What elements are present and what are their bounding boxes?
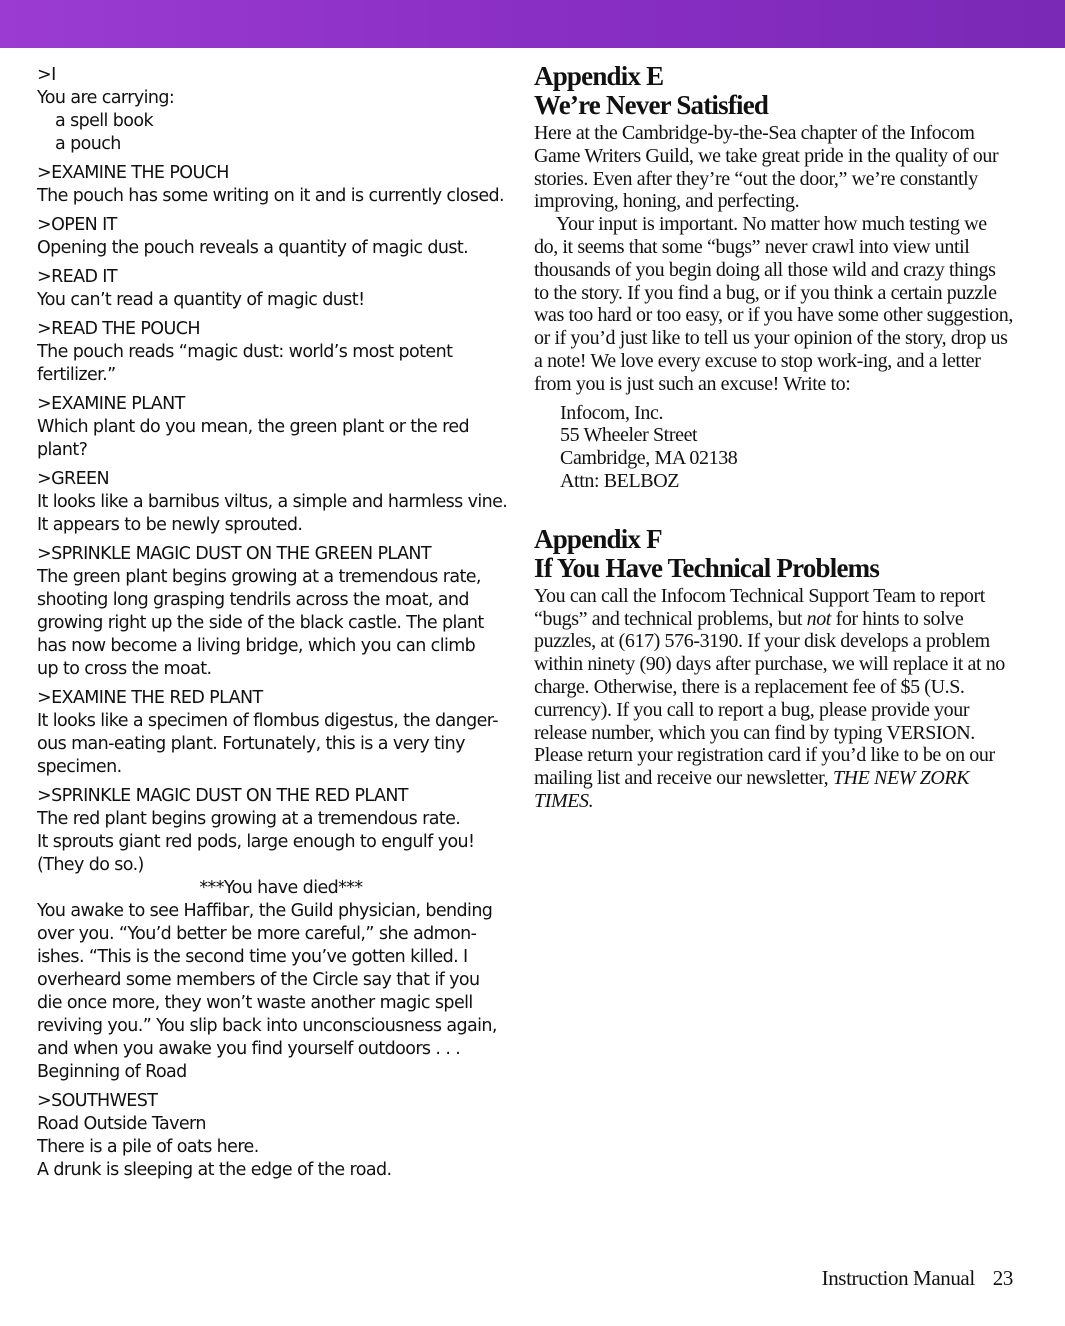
appendix-f-emphasis: not (806, 607, 831, 630)
game-response: The red plant begins growing at a tremendous rate. (37, 809, 461, 829)
game-transcript (37, 64, 515, 1182)
game-command: >EXAMINE THE RED PLANT (37, 688, 263, 708)
game-response: specimen. (37, 757, 122, 777)
appendix-f-text-a: You can call the Infocom Technical Support Team to report “bugs” and technical problems, but (534, 584, 985, 630)
game-command: >OPEN IT (37, 215, 117, 235)
game-response: The green plant begins growing at a tremendous rate, (37, 567, 481, 587)
game-response: plant? (37, 440, 88, 460)
game-command: >SPRINKLE MAGIC DUST ON THE RED PLANT (37, 786, 408, 806)
game-response: overheard some members of the Circle say that if you (37, 970, 480, 990)
appendix-f-section (534, 525, 1014, 813)
game-command: >I (37, 65, 56, 85)
game-response: It looks like a specimen of flombus digestus, the danger- (37, 711, 498, 731)
appendix-e-paragraph-1: Here at the Cambridge-by-the-Sea chapter of the Infocom Game Writers Guild, we take great pride in the quality of our stories. Even after they’re “out the door,” we’re constantly improving, honing, and perfecting. (534, 122, 999, 213)
appendix-f-heading (534, 525, 1014, 583)
game-response: It looks like a barnibus viltus, a simple and harmless vine. (37, 492, 508, 512)
address-line: Cambridge, MA 02138 (560, 447, 738, 470)
game-response: It appears to be newly sprouted. (37, 515, 303, 535)
appendix-f-text-b: for hints to solve puzzles, at (617) 576-3190. If your disk develops a problem within ninety (90) days after purchase, we will replace it at no charge. Otherwise, there is a replacement fee of $5 (U.S. currency). If you call to report a bug, please provide your release number, which you can find by typing VERSION. Please return your registration card if you’d like to be on our mailing list and receive our newsletter, (534, 607, 1005, 790)
game-response: There is a pile of oats here. (37, 1137, 259, 1157)
game-response: The pouch reads “magic dust: world’s most potent (37, 342, 453, 362)
game-response: ous man-eating plant. Fortunately, this is a very tiny (37, 734, 465, 754)
game-response: You can’t read a quantity of magic dust! (37, 290, 365, 310)
game-command: >GREEN (37, 469, 109, 489)
appendix-f-title: Appendix F (534, 523, 662, 554)
game-response: up to cross the moat. (37, 659, 212, 679)
death-message: ***You have died*** (199, 878, 363, 898)
appendix-f-paragraph (534, 585, 1014, 813)
game-response: (They do so.) (37, 855, 144, 875)
game-response: You are carrying: (37, 88, 175, 108)
newsletter-title: THE NEW ZORK TIMES. (534, 767, 970, 812)
appendix-e-subtitle: We’re Never Satisfied (534, 90, 769, 120)
mailing-address (534, 402, 1014, 493)
game-response: over you. “You’d better be more careful,” she admon- (37, 924, 477, 944)
appendix-e-section (534, 62, 1014, 493)
game-response: growing right up the side of the black castle. The plant (37, 613, 484, 633)
page-number: 23 (992, 1266, 1013, 1290)
game-response: ishes. “This is the second time you’ve gotten killed. I (37, 947, 468, 967)
inventory-item: a spell book (55, 111, 154, 131)
game-response: fertilizer.” (37, 365, 116, 385)
inventory-item: a pouch (55, 134, 121, 154)
header-color-bar (0, 0, 1065, 48)
game-response: shooting long grasping tendrils across the moat, and (37, 590, 469, 610)
game-response: You awake to see Haffibar, the Guild physician, bending (37, 901, 493, 921)
address-line: 55 Wheeler Street (560, 424, 698, 447)
address-line: Infocom, Inc. (560, 401, 664, 424)
game-command: >EXAMINE THE POUCH (37, 163, 229, 183)
game-response: die once more, they won’t waste another magic spell (37, 993, 473, 1013)
page-footer (822, 1266, 1013, 1291)
appendix-column (534, 62, 1014, 813)
game-response: A drunk is sleeping at the edge of the road. (37, 1160, 392, 1180)
game-response: Which plant do you mean, the green plant or the red (37, 417, 470, 437)
game-response: It sprouts giant red pods, large enough to engulf you! (37, 832, 475, 852)
address-line: Attn: BELBOZ (560, 469, 680, 492)
game-command: >READ THE POUCH (37, 319, 200, 339)
game-response: reviving you.” You slip back into unconsciousness again, (37, 1016, 497, 1036)
game-command: >SPRINKLE MAGIC DUST ON THE GREEN PLANT (37, 544, 431, 564)
game-command: >SOUTHWEST (37, 1091, 158, 1111)
game-command: >READ IT (37, 267, 117, 287)
appendix-e-title: Appendix E (534, 61, 664, 91)
game-response: Beginning of Road (37, 1062, 187, 1082)
game-command: >EXAMINE PLANT (37, 394, 185, 414)
appendix-e-heading (534, 62, 1014, 120)
game-response: has now become a living bridge, which you can climb (37, 636, 476, 656)
appendix-f-subtitle: If You Have Technical Problems (534, 552, 880, 583)
game-response: The pouch has some writing on it and is currently closed. (37, 186, 504, 206)
game-response: Opening the pouch reveals a quantity of magic dust. (37, 238, 469, 258)
footer-label: Instruction Manual (821, 1266, 975, 1290)
appendix-e-paragraph-2: Your input is important. No matter how much testing we do, it seems that some “bugs” never crawl into view until thousands of you begin doing all those wild and crazy things to the story. If you find a bug, or if you think a certain puzzle was too hard or too easy, or if you have some other suggestion, or if you’d just like to tell us your opinion of the story, drop us a note! We love every excuse to stop work-ing, and a letter from you is just such an excuse! Write to: (534, 213, 1013, 395)
game-response: and when you awake you find yourself outdoors . . . (37, 1039, 461, 1059)
game-response: Road Outside Tavern (37, 1114, 206, 1134)
